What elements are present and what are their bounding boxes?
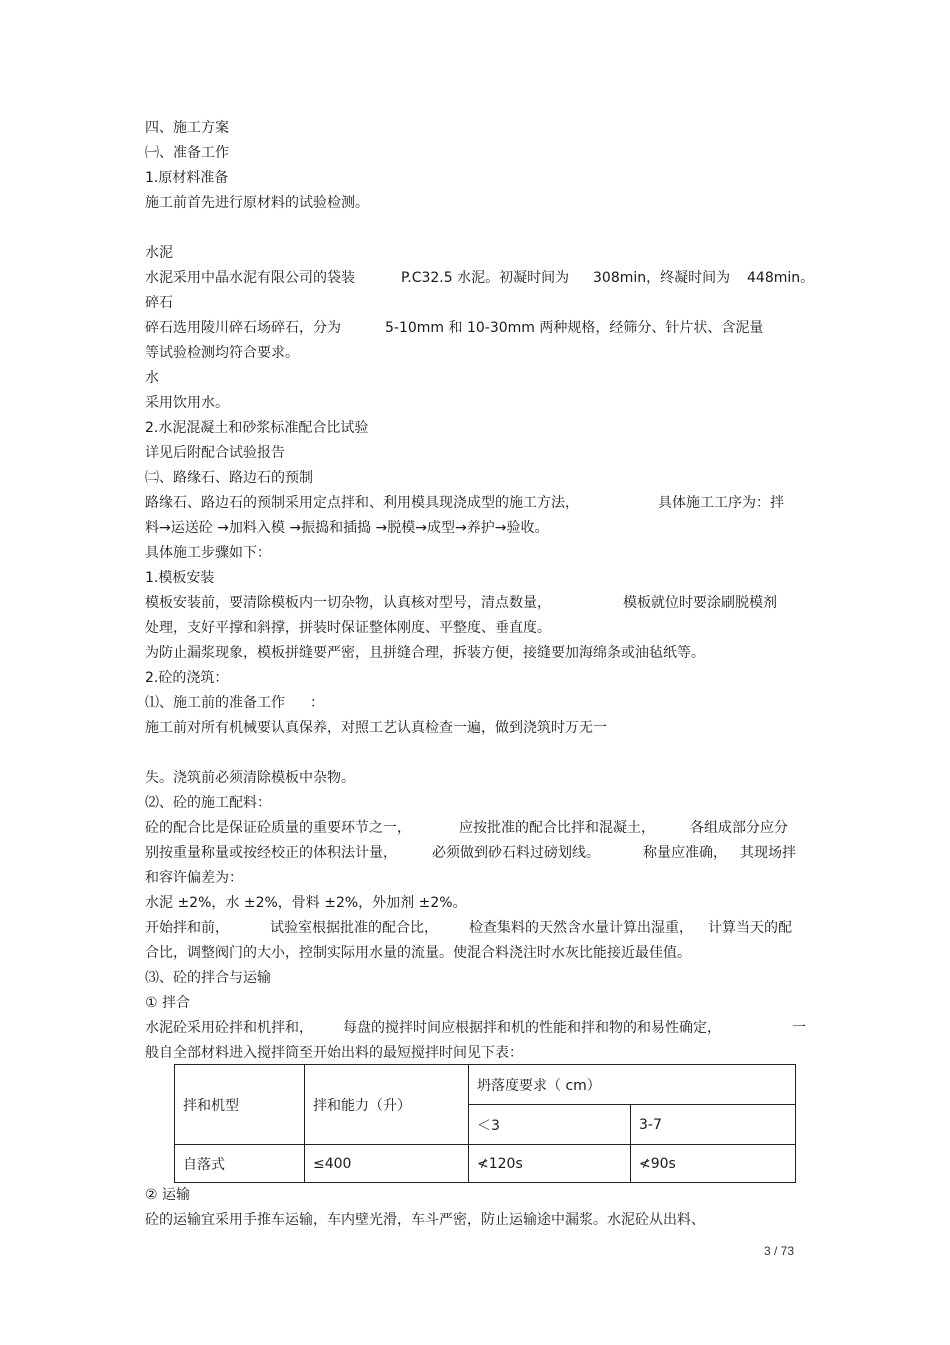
paragraph-segment: 开始拌和前， <box>145 920 229 936</box>
paragraph-segment: 各组成部分应分 <box>690 820 788 836</box>
item-heading: 2.砼的浇筑： <box>145 670 229 686</box>
item-heading: ② 运输 <box>145 1187 191 1203</box>
table-header-type: 拌和机型 <box>175 1065 305 1145</box>
paragraph-segment: 每盘的搅拌时间应根据拌和机的性能和拌和物的和易性确定， <box>343 1020 721 1036</box>
paragraph-segment: 具体施工工序为：拌 <box>658 495 784 511</box>
paragraph-segment: 砼的配合比是保证砼质量的重要环节之一， <box>145 820 411 836</box>
paragraph: 施工前对所有机械要认真保养，对照工艺认真检查一遍，做到浇筑时万无一 <box>145 720 607 736</box>
paragraph: 失。浇筑前必须清除模板中杂物。 <box>145 770 355 786</box>
paragraph-segment: 模板就位时要涂刷脱模剂 <box>623 595 777 611</box>
paragraph: 般自全部材料进入搅拌筒至开始出料的最短搅拌时间见下表： <box>145 1045 523 1061</box>
paragraph-segment: ⑴、施工前的准备工作 <box>145 695 285 711</box>
page-number: 3 / 73 <box>764 1244 795 1258</box>
paragraph-segment: 448min。 <box>747 270 815 286</box>
paragraph-segment: ： <box>310 695 324 711</box>
paragraph-segment: 一 <box>792 1020 806 1036</box>
paragraph-segment: 碎石选用陵川碎石场碎石，分为 <box>145 320 341 336</box>
paragraph: 水泥 ±2%，水 ±2%，骨料 ±2%，外加剂 ±2%。 <box>145 895 467 911</box>
material-label-cement: 水泥 <box>145 245 173 261</box>
item-heading: 1.原材料准备 <box>145 170 229 186</box>
paragraph-segment: 别按重量称量或按经校正的体积法计量， <box>145 845 397 861</box>
paragraph-segment: 应按批准的配合比拌和混凝土， <box>459 820 655 836</box>
paragraph-segment: 计算当天的配 <box>708 920 792 936</box>
paragraph-segment: 路缘石、路边石的预制采用定点拌和、利用模具现浇成型的施工方法， <box>145 495 579 511</box>
paragraph-segment: 水泥采用中晶水泥有限公司的袋装 <box>145 270 355 286</box>
table-header-capacity: 拌和能力（升） <box>305 1065 469 1145</box>
paragraph-segment: P.C32.5 水泥。初凝时间为 <box>401 270 570 286</box>
table-row <box>175 1145 796 1183</box>
table-cell: ≮120s <box>469 1145 631 1183</box>
paragraph-segment: 5-10mm 和 10-30mm 两种规格，经筛分、针片状、含泥量 <box>385 320 764 336</box>
table-cell: ≤400 <box>305 1145 469 1183</box>
table-header-lt3: ＜3 <box>469 1105 631 1145</box>
paragraph-segment: 模板安装前，要清除模板内一切杂物，认真核对型号，清点数量， <box>145 595 551 611</box>
material-label-water: 水 <box>145 370 159 386</box>
paragraph: 合比，调整阀门的大小，控制实际用水量的流量。使混合料浇注时水灰比能接近最佳值。 <box>145 945 691 961</box>
table-cell: ≮90s <box>631 1145 796 1183</box>
table-header-3to7: 3-7 <box>631 1105 796 1145</box>
item-heading: 2.水泥混凝土和砂浆标准配合比试验 <box>145 420 369 436</box>
table-header-slump: 坍落度要求（ cm） <box>469 1065 796 1105</box>
item-heading: ⑶、砼的拌合与运输 <box>145 970 271 986</box>
material-label-gravel: 碎石 <box>145 295 173 311</box>
item-heading: 1.模板安装 <box>145 570 215 586</box>
item-heading: ① 拌合 <box>145 995 191 1011</box>
paragraph: 料→运送砼 →加料入模 →振捣和插捣 →脱模→成型→养护→验收。 <box>145 520 549 536</box>
paragraph: 和容许偏差为： <box>145 870 243 886</box>
paragraph: 处理，支好平撑和斜撑，拼装时保证整体刚度、平整度、垂直度。 <box>145 620 551 636</box>
paragraph-segment: 试验室根据批准的配合比， <box>270 920 438 936</box>
paragraph: 为防止漏浆现象，模板拼缝要严密，且拼缝合理，拆装方便，接缝要加海绵条或油毡纸等。 <box>145 645 705 661</box>
paragraph-segment: 308min，终凝时间为 <box>593 270 731 286</box>
paragraph: 施工前首先进行原材料的试验检测。 <box>145 195 369 211</box>
paragraph-segment: 水泥砼采用砼拌和机拌和， <box>145 1020 313 1036</box>
paragraph-segment: 称量应准确， <box>643 845 727 861</box>
item-heading: ⑵、砼的施工配料： <box>145 795 271 811</box>
paragraph-segment: 检查集料的天然含水量计算出湿重， <box>469 920 693 936</box>
paragraph: 具体施工步骤如下： <box>145 545 271 561</box>
paragraph: 详见后附配合试验报告 <box>145 445 285 461</box>
subheading-prep: ㈠、准备工作 <box>145 145 229 161</box>
paragraph: 等试验检测均符合要求。 <box>145 345 299 361</box>
table-cell: 自落式 <box>175 1145 305 1183</box>
paragraph-segment: 其现场拌 <box>740 845 796 861</box>
paragraph-segment: 必须做到砂石料过磅划线。 <box>432 845 600 861</box>
subheading-precast: ㈡、路缘石、路边石的预制 <box>145 470 313 486</box>
paragraph: 采用饮用水。 <box>145 395 229 411</box>
mixing-time-table <box>174 1064 796 1183</box>
section-heading-4: 四、施工方案 <box>145 120 229 136</box>
paragraph: 砼的运输宜采用手推车运输，车内壁光滑，车斗严密，防止运输途中漏浆。水泥砼从出料、 <box>145 1212 705 1228</box>
